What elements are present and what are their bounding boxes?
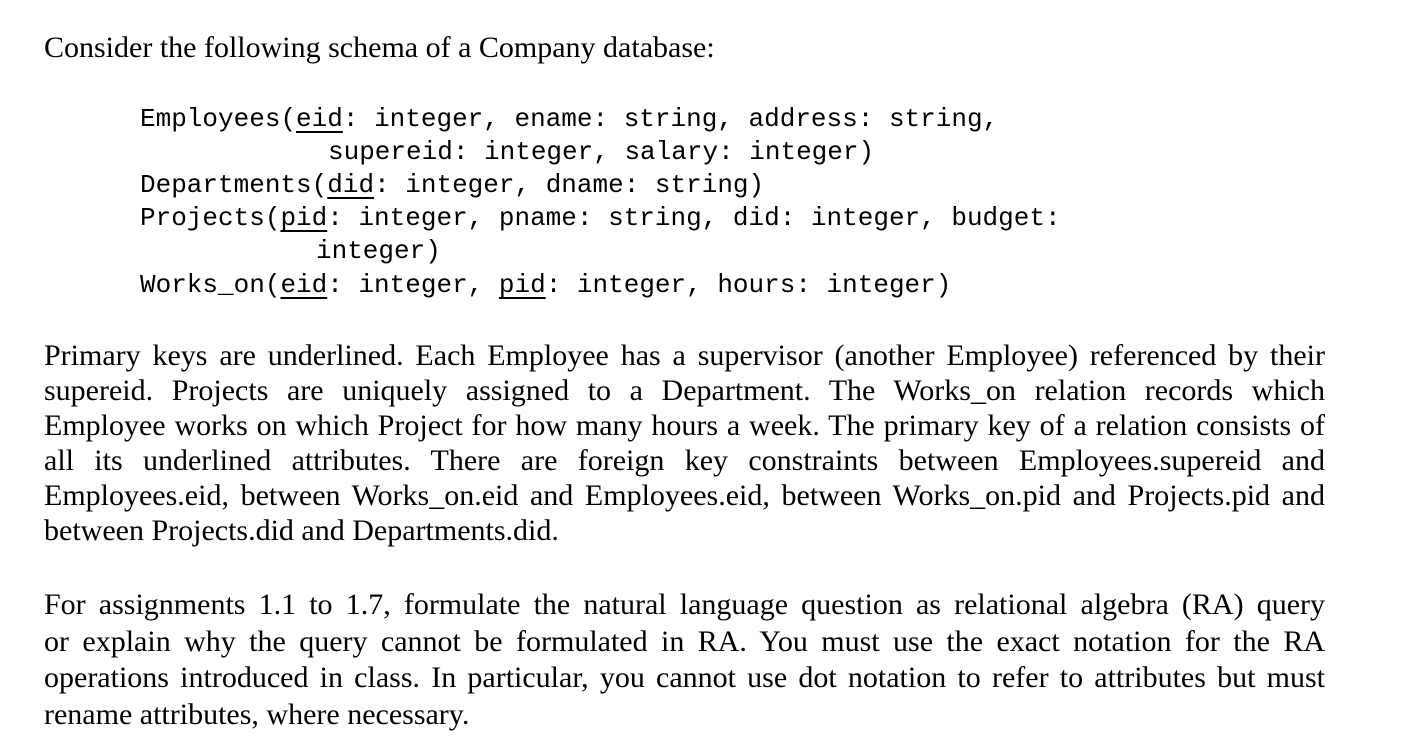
schema-projects: [140, 202, 1061, 235]
attribute-list: : integer, hours: integer): [545, 270, 952, 300]
attribute-list: : integer, ename: string, address: string,: [342, 104, 999, 134]
paragraph-line: Employee works on which Project for how many hours a week. The primary key of a relation consists of: [44, 409, 1325, 442]
schema-employees: [140, 103, 998, 136]
paragraph-line: rename attributes, where necessary.: [44, 697, 470, 731]
schema-works-on: [140, 269, 951, 302]
paragraph-line: between Projects.did and Departments.did.: [44, 514, 559, 547]
paragraph-line: all its underlined attributes. There are foreign key constraints between Employees.supereid and: [44, 444, 1325, 477]
schema-projects-continued: integer): [316, 236, 441, 266]
primary-key-did: did: [327, 170, 375, 200]
intro-sentence: Consider the following schema of a Company database:: [44, 31, 715, 64]
paren: (: [264, 270, 281, 300]
attribute-list: : integer, pname: string, did: integer, budget:: [327, 203, 1061, 233]
paragraph-line: For assignments 1.1 to 1.7, formulate the natural language question as relational algebra (RA) query: [44, 588, 1325, 621]
schema-departments: [140, 169, 764, 202]
attribute-list: : integer, dname: string): [374, 170, 765, 200]
paren: (: [280, 104, 297, 134]
relation-name: Departments: [140, 170, 312, 200]
paragraph-keys-constraints: [44, 338, 1325, 548]
paragraph-line: operations introduced in class. In particular, you cannot use dot notation to refer to attributes but must: [44, 661, 1325, 694]
relation-name: Projects: [140, 203, 265, 233]
primary-key-eid: eid: [280, 270, 328, 300]
primary-key-pid: pid: [280, 203, 328, 233]
primary-key-pid: pid: [498, 270, 546, 300]
paragraph-line: or explain why the query cannot be formulated in RA. You must use the exact notation for the RA: [44, 624, 1325, 658]
relation-name: Works_on: [140, 270, 265, 300]
paragraph-line: Employees.eid, between Works_on.eid and Employees.eid, between Works_on.pid and Projects.pid and: [44, 479, 1325, 512]
attribute-separator: : integer,: [327, 270, 499, 300]
primary-key-eid: eid: [296, 104, 343, 134]
paragraph-assignment-instructions: [44, 587, 1325, 733]
schema-employees-continued: supereid: integer, salary: integer): [328, 137, 875, 167]
paren: (: [264, 203, 281, 233]
paren: (: [311, 170, 328, 200]
relation-name: Employees: [140, 104, 281, 134]
paragraph-line: supereid. Projects are uniquely assigned to a Department. The Works_on relation records which: [44, 374, 1325, 407]
paragraph-line: Primary keys are underlined. Each Employee has a supervisor (another Employee) referenced by their: [44, 339, 1325, 372]
